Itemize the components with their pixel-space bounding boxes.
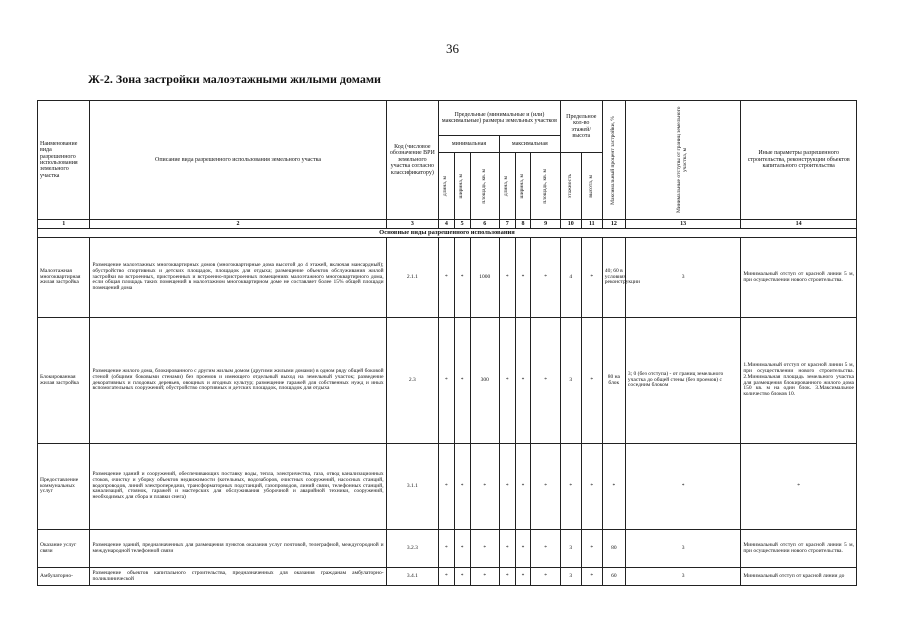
other-parameters-value: Минимальный отступ от красной линии до: [741, 568, 857, 586]
column-number: 11: [581, 220, 602, 229]
header-name: Наименование вида разрешенного использования земельного участка: [38, 101, 90, 220]
max-area-value: *: [531, 530, 560, 568]
coverage-value: 60: [602, 568, 625, 586]
setback-value: 3; 0 (без отступа) - от границ земельного участка до общей стены (без проемов) с соседним блоком: [625, 318, 740, 444]
max-area-value: *: [531, 444, 560, 530]
header-height: высота, м: [581, 153, 602, 220]
table-row: [38, 238, 857, 318]
min-area-value: *: [470, 568, 499, 586]
height-value: *: [581, 568, 602, 586]
use-description: Размещение зданий и сооружений, обеспечивающих поставку воды, тепла, электричества, газа, отвод канализационных стоков, очистку и уборку объектов недвижимости (котельных, водозаборов, очистных сооружений, насосных станций, водопроводов, линий электропередачи, трансформаторных подстанций, газопроводов, линий связи, телефонных станций, канализаций, стоянок, гаражей и мастерских для обслуживания уборочной и аварийной техники, сооружений, необходимых для сбора и плавки снега): [90, 444, 386, 530]
min-width-value: *: [454, 318, 470, 444]
min-area-value: 1000: [470, 238, 499, 318]
header-maximum: максимальная: [499, 136, 560, 153]
column-number-row: [38, 220, 857, 229]
min-width-value: *: [454, 530, 470, 568]
min-width-value: *: [454, 444, 470, 530]
other-parameters-value: 1.Минимальный отступ от красной линии 5 м, при осуществлении нового строительства. 2.Минимальная площадь земельного участка для размещения блокированного жилого дома 150 кв. м на один блок. 3.Максимальное количество блоков 10.: [741, 318, 857, 444]
coverage-value: *: [602, 444, 625, 530]
coverage-value: 80: [602, 530, 625, 568]
setback-value: 3: [625, 530, 740, 568]
column-number: 9: [531, 220, 560, 229]
floors-value: *: [560, 444, 581, 530]
header-floors-height: Предельное кол-во этажей/высота: [560, 101, 602, 153]
min-area-value: *: [470, 530, 499, 568]
zone-title: Ж-2. Зона застройки малоэтажными жилыми домами: [88, 72, 381, 86]
setback-value: 3: [625, 238, 740, 318]
use-code: 3.2.3: [386, 530, 438, 568]
height-value: *: [581, 530, 602, 568]
column-number: 8: [515, 220, 531, 229]
table-row: [38, 530, 857, 568]
page-number: 36: [446, 41, 459, 56]
min-length-value: *: [439, 238, 455, 318]
height-value: *: [581, 318, 602, 444]
header-max-width: ширина, м: [515, 153, 531, 220]
section-title: Основные виды разрешенного использования: [38, 229, 857, 238]
max-area-value: *: [531, 568, 560, 586]
column-number: 5: [454, 220, 470, 229]
use-name: Амбулаторно-: [38, 568, 90, 586]
floors-value: 3: [560, 318, 581, 444]
use-code: 2.3: [386, 318, 438, 444]
coverage-value: 80 на блок: [602, 318, 625, 444]
setback-value: 3: [625, 568, 740, 586]
min-width-value: *: [454, 568, 470, 586]
use-code: 3.1.1: [386, 444, 438, 530]
header-code: Код (числовое обозначение ВРИ земельного участка согласно классификатору): [386, 101, 438, 220]
use-code: 3.4.1: [386, 568, 438, 586]
column-number: 7: [499, 220, 515, 229]
column-number: 4: [439, 220, 455, 229]
use-name: Малоэтажная многоквартирная жилая застройка: [38, 238, 90, 318]
header-minimum: минимальная: [439, 136, 500, 153]
column-number: 1: [38, 220, 90, 229]
max-length-value: *: [499, 530, 515, 568]
max-length-value: *: [499, 318, 515, 444]
column-number: 14: [741, 220, 857, 229]
header-coverage: Максимальный процент застройки, %: [602, 101, 625, 220]
header-min-length: длина, м: [439, 153, 455, 220]
column-number: 6: [470, 220, 499, 229]
setback-value: *: [625, 444, 740, 530]
min-length-value: *: [439, 568, 455, 586]
use-description: Размещение зданий, предназначенных для размещения пунктов оказания услуг почтовой, телеграфной, междугородной и международной телефонной связи: [90, 530, 386, 568]
min-length-value: *: [439, 444, 455, 530]
floors-value: 4: [560, 238, 581, 318]
max-length-value: *: [499, 238, 515, 318]
column-number: 3: [386, 220, 438, 229]
use-description: Размещение жилого дома, блокированного с другим жилым домом (другими жилыми домами) в одном ряду общей боковой стеной (общими боковыми стенами) без проемов и имеющего отдельный выход на земельный участок; разведение декоративных и плодовых деревьев, овощных и ягодных культур; размещение гаражей для собственных нужд и иных вспомогательных сооружений; обустройство спортивных и детских площадок, площадок для отдыха: [90, 318, 386, 444]
header-floors: этажность: [560, 153, 581, 220]
column-number: 2: [90, 220, 386, 229]
height-value: *: [581, 238, 602, 318]
max-width-value: *: [515, 238, 531, 318]
min-length-value: *: [439, 318, 455, 444]
header-lot-size-limits: Предельные (минимальные и (или) максимальные) размеры земельных участков: [439, 101, 561, 136]
column-number: 12: [602, 220, 625, 229]
other-parameters-value: Минимальный отступ от красной линии 5 м, при осуществлении нового строительства.: [741, 238, 857, 318]
regulations-table: [37, 100, 857, 586]
max-area-value: *: [531, 238, 560, 318]
table-row: [38, 444, 857, 530]
coverage-value: 40; 60 в условиях реконструкции: [602, 238, 625, 318]
min-area-value: *: [470, 444, 499, 530]
height-value: *: [581, 444, 602, 530]
header-other-parameters: Иные параметры разрешенного строительства, реконструкции объектов капитального строительства: [741, 101, 857, 220]
section-row: [38, 229, 857, 238]
use-code: 2.1.1: [386, 238, 438, 318]
max-width-value: *: [515, 318, 531, 444]
header-setbacks: Минимальные отступы от границ земельного участка, м: [625, 101, 740, 220]
floors-value: 3: [560, 568, 581, 586]
max-length-value: *: [499, 568, 515, 586]
column-number: 13: [625, 220, 740, 229]
use-description: Размещение малоэтажных многоквартирных домов (многоквартирные дома высотой до 4 этажей, включая мансардный); обустройство спортивных и детских площадок, площадок для отдыха; размещение объектов обслуживания жилой застройки во встроенных, пристроенных и встроенно-пристроенных помещениях малоэтажного многоквартирного дома, если общая площадь таких помещений в малоэтажном многоквартирном доме не составляет более 15% общей площади помещений дома: [90, 238, 386, 318]
max-width-value: *: [515, 530, 531, 568]
table-row: [38, 318, 857, 444]
header-description: Описание вида разрешенного использования земельного участка: [90, 101, 386, 220]
use-name: Предоставление коммунальных услуг: [38, 444, 90, 530]
use-name: Оказание услуг связи: [38, 530, 90, 568]
column-number: 10: [560, 220, 581, 229]
max-area-value: *: [531, 318, 560, 444]
other-parameters-value: *: [741, 444, 857, 530]
header-max-length: длина, м: [499, 153, 515, 220]
max-width-value: *: [515, 568, 531, 586]
min-width-value: *: [454, 238, 470, 318]
table-row: [38, 568, 857, 586]
max-width-value: *: [515, 444, 531, 530]
use-name: Блокированная жилая застройка: [38, 318, 90, 444]
header-min-width: ширина, м: [454, 153, 470, 220]
floors-value: 3: [560, 530, 581, 568]
min-area-value: 300: [470, 318, 499, 444]
use-description: Размещение объектов капитального строительства, предназначенных для оказания гражданам амбулаторно-поликлинической: [90, 568, 386, 586]
header-min-area: площадь, кв. м: [470, 153, 499, 220]
max-length-value: *: [499, 444, 515, 530]
header-max-area: площадь, кв. м: [531, 153, 560, 220]
other-parameters-value: Минимальный отступ от красной линии 5 м, при осуществлении нового строительства.: [741, 530, 857, 568]
min-length-value: *: [439, 530, 455, 568]
